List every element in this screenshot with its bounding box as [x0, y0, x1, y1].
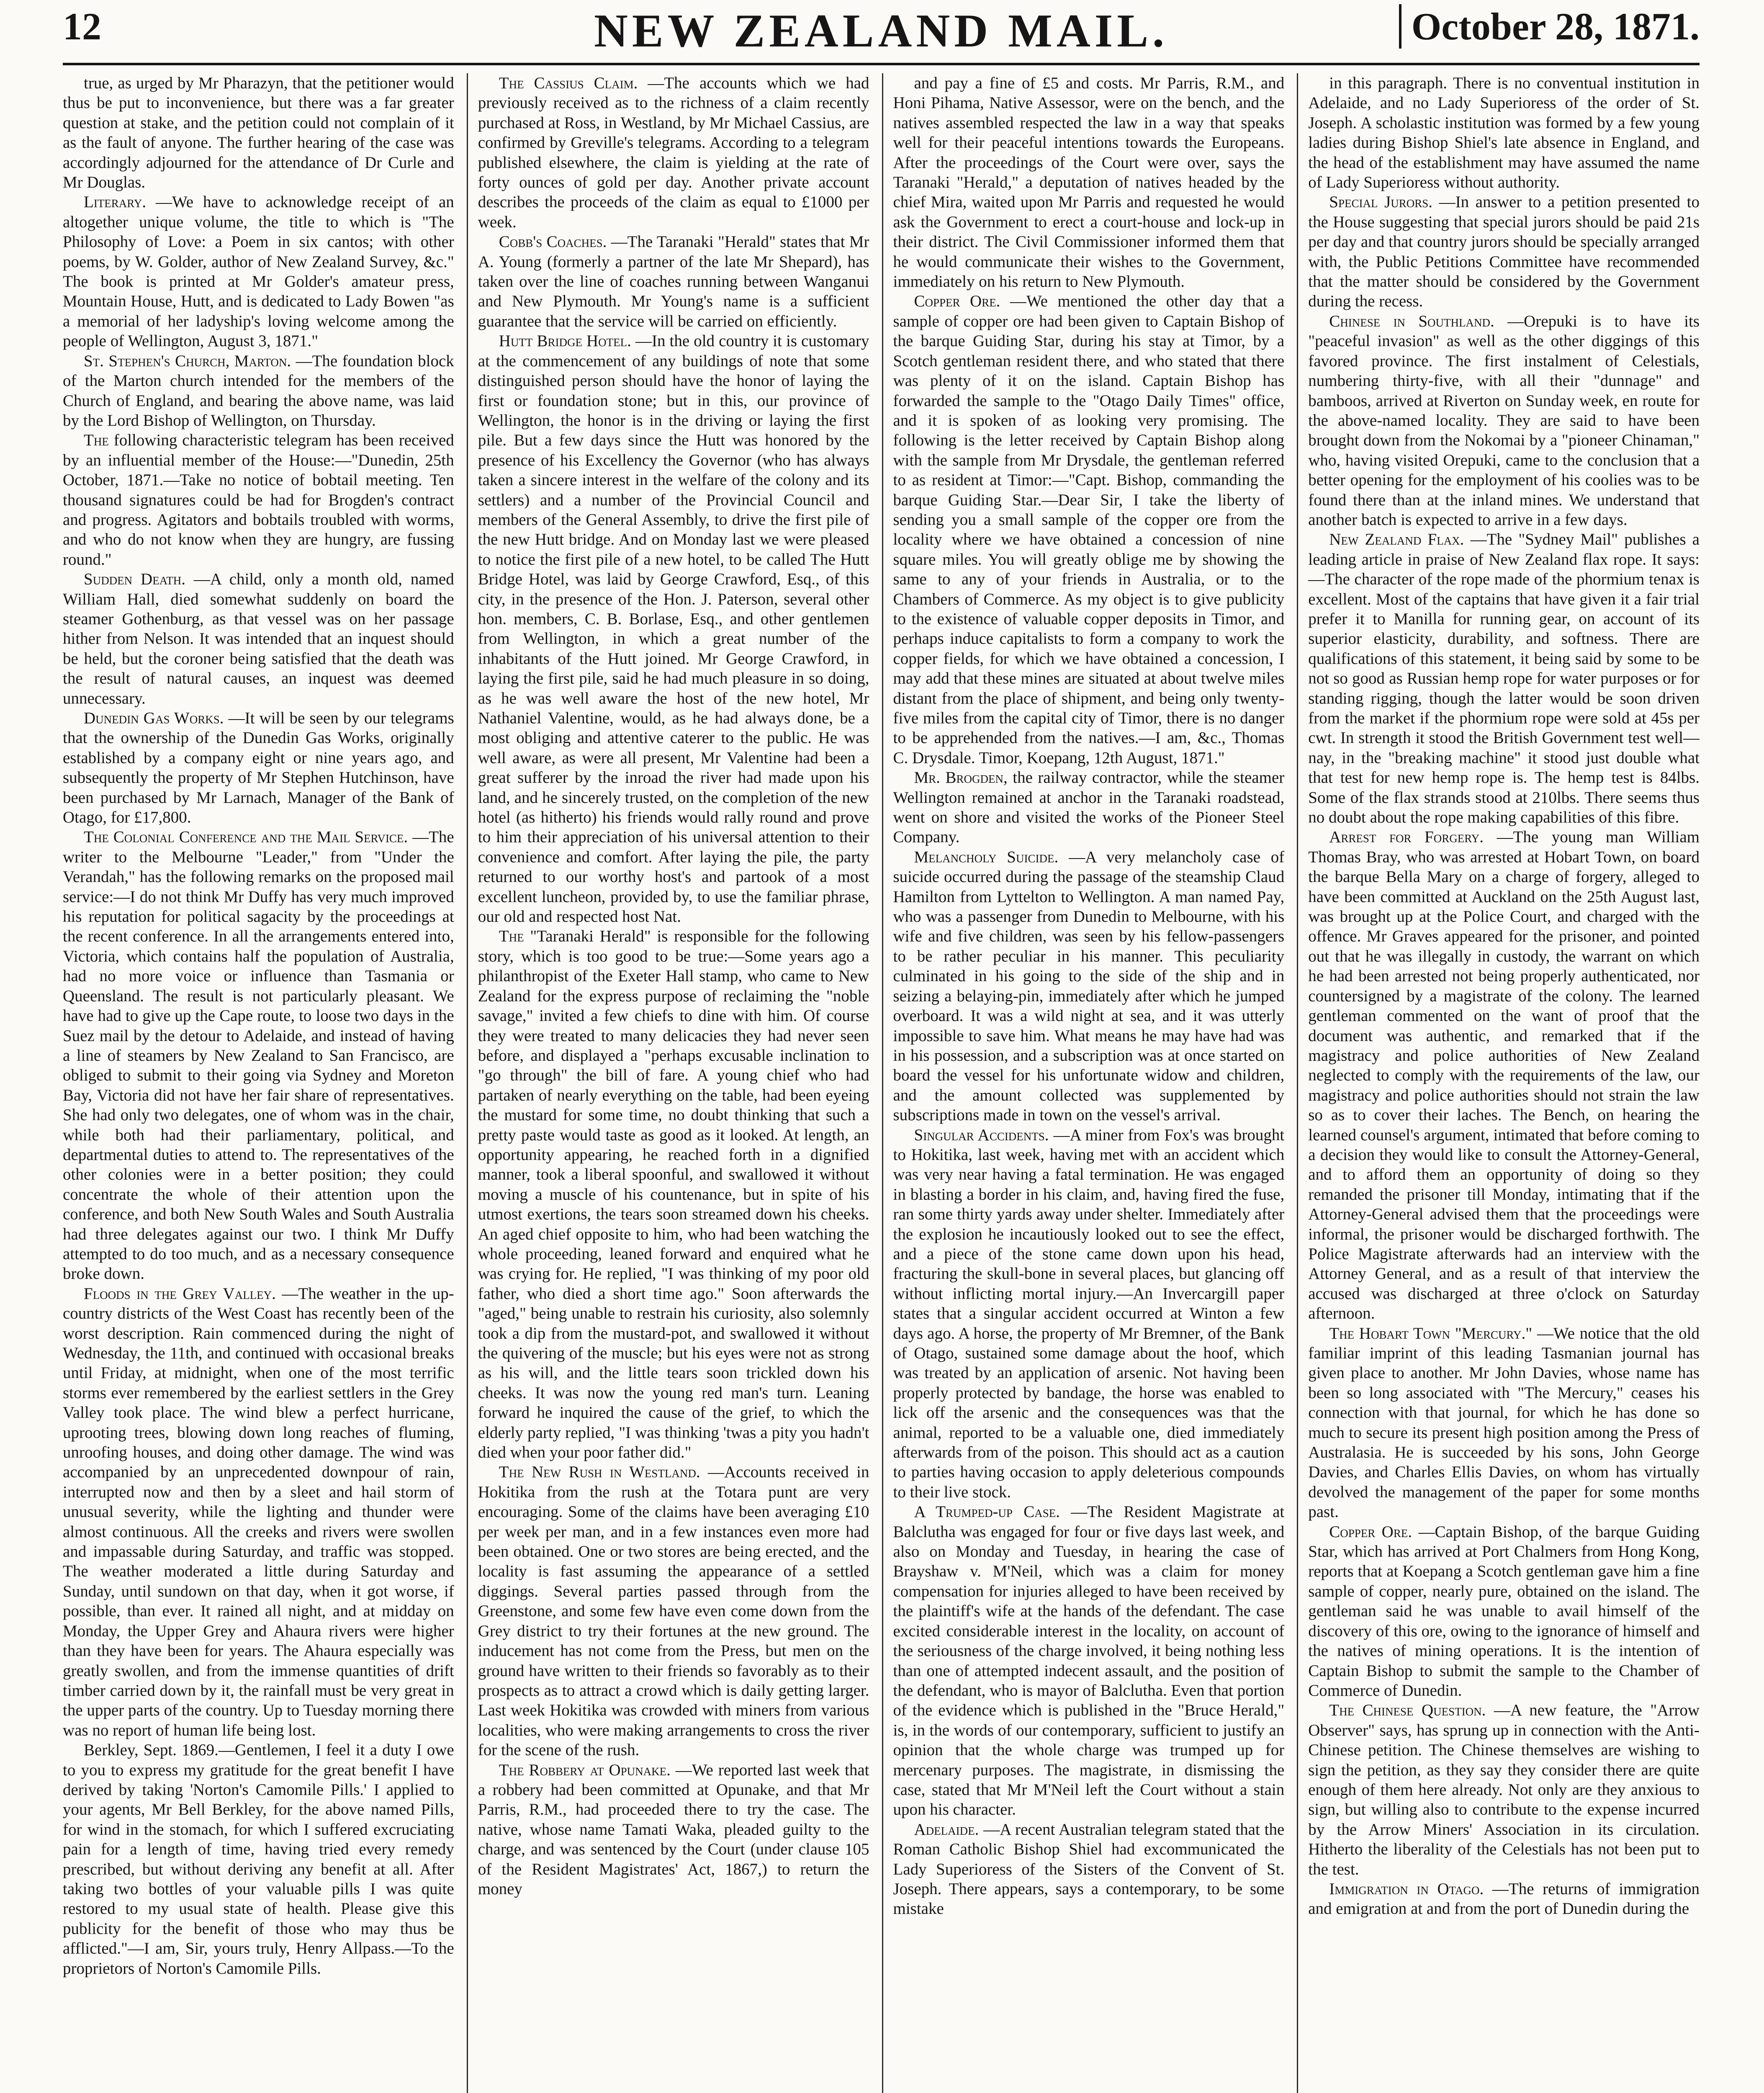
article-heading: Sudden Death.	[84, 570, 185, 589]
article-paragraph	[478, 331, 869, 926]
article-paragraph	[893, 768, 1285, 847]
article-text: —The Taranaki "Herald" states that Mr A. Young (formerly a partner of the late Mr Shepard), has taken over the line of coaches running between Wanganui and New Plymouth. Mr Young's name is a sufficient guarantee that the service will be carried on efficiently.	[478, 233, 869, 330]
article-text: true, as urged by Mr Pharazyn, that the petitioner would thus be put to inconvenience, but there was a far greater question at stake, and the petition could not complain of it as the fault of anyone. The further hearing of the case was accordingly adjourned for the attendance of Dr Curle and Mr Douglas.	[63, 74, 454, 192]
column-1	[63, 73, 454, 2093]
article-heading: The Hobart Town "Mercury."	[1329, 1324, 1533, 1342]
article-paragraph	[63, 1740, 454, 1978]
article-paragraph	[893, 1820, 1285, 1919]
article-heading: The	[84, 431, 109, 450]
article-text: the railway contractor, while the steamer Wellington remained at anchor in the Taranaki roadstead, went on shore and visited the works of the Pioneer Steel Company.	[893, 769, 1285, 846]
article-text: —The weather in the up-country districts of the West Coast has recently been of the worst description. Rain commenced during the night of Wednesday, the 11th, and continued with occasional breaks until Friday, at midnight, when one of the most terrific storms ever remembered by the earliest settlers in the Grey Valley took place. The wind blew a perfect hurricane, uprooting trees, blowing down long reaches of fluming, unroofing houses, and doing other damage. The wind was accompanied by an unprecedented downpour of rain, interrupted now and then by a sleet and hail storm of unusual severity, while the lighting and thunder were almost continuous. All the creeks and rivers were swollen and impassable during Saturday, and traffic was stopped. The weather moderated a little during Saturday and Sunday, until sundown on that day, when it got worse, if possible, than ever. It rained all night, and at midday on Monday, the Upper Grey and Ahaura rivers were higher than they have been for years. The Ahaura especially was greatly swollen, and from the immense quantities of drift timber carried down by it, the rainfall must be very great in the upper parts of the country. Up to Tuesday morning there was no report of human life being lost.	[63, 1284, 454, 1739]
article-paragraph	[1308, 1879, 1700, 1919]
article-paragraph	[1308, 827, 1700, 1323]
article-heading: Singular Accidents.	[914, 1126, 1049, 1144]
article-heading: Mr. Brogden,	[914, 769, 1008, 787]
article-heading: St. Stephen's Church, Marton.	[84, 352, 291, 370]
article-text: —A miner from Fox's was brought to Hokitika, last week, having met with an accident which was very near having a fatal termination. He was engaged in blasting a border in his claim, and, having fired the fuse, ran some thirty yards away under shelter. Immediately after the explosion he incautiously looked out to see the effect, and a piece of the stone came down upon his head, fracturing the skull-bone in several places, but glancing off without inflicting mortal injury.—An Invercargill paper states that a singular accident occurred at Winton a few days ago. A horse, the property of Mr Bremner, of the Bank of Otago, sustained some damage about the hoof, which was treated by an application of arsenic. Not having been properly protected by bandage, the horse was enabled to lick off the arsenic and the consequences was that the animal, reported to be a valuable one, died immediately afterwards from of the poison. This should act as a caution to parties having occasion to apply deleterious compounds to their live stock.	[893, 1126, 1285, 1501]
article-paragraph	[478, 1760, 869, 1899]
article-text: and pay a fine of £5 and costs. Mr Parris, R.M., and Honi Pihama, Native Assessor, were on the bench, and the natives assembled respected the law in a way that speaks well for their peaceful intentions towards the Europeans. After the proceedings of the Court were over, says the Taranaki "Herald," a deputation of natives headed by the chief Mira, waited upon Mr Parris and requested he would ask the Government to erect a court-house and lock-up in their district. The Civil Commissioner informed them that he would communicate their wishes to the Government, immediately on his return to New Plymouth.	[893, 74, 1285, 291]
article-text: following characteristic telegram has been received by an influential member of the House:—"Dunedin, 25th October, 1871.—Take no notice of bobtail meeting. Ten thousand signatures could be had for Brogden's contract and progress. Agitators and bobtails troubled with worms, and who do not know when they are hungry, are fussing round."	[63, 431, 454, 568]
article-heading: Floods in the Grey Valley.	[84, 1284, 276, 1303]
article-text: —In the old country it is customary at the commencement of any buildings of note that some distinguished person should have the honor of laying the first or foundation stone; but in this, our province of Wellington, the honor is in the driving or laying the first pile. But a few days since the Hutt was honored by the presence of his Excellency the Governor (who has always taken a sincere interest in the welfare of the colony and its settlers) and a number of the Provincial Council and members of the General Assembly, to drive the first pile of the new Hutt bridge. And on Monday last we were pleased to notice the first pile of a new hotel, to be called The Hutt Bridge Hotel, was laid by George Crawford, Esq., of this city, in the presence of the Hon. J. Paterson, several other hon. members, C. B. Borlase, Esq., and other gentlemen from Wellington, in which a great number of the inhabitants of the Hutt joined. Mr George Crawford, in laying the first pile, said he had much pleasure in so doing, as he was well aware the host of the new hotel, Mr Nathaniel Valentine, would, as he had always done, be a most obliging and attentive caterer to the public. He was well aware, as were all present, Mr Valentine had been a great sufferer by the inroad the river had made upon his land, and he sincerely trusted, on the completion of the new hotel (as hitherto) his friends would rally round and prove to him their appreciation of his universal attention to their convenience and comfort. After laying the pile, the party returned to our worthy host's and partook of a most excellent luncheon, provided by, to use the familiar phrase, our old and respected host Nat.	[478, 332, 869, 926]
article-text: —A very melancholy case of suicide occurred during the passage of the steamship Claud Hamilton from Lyttelton to Wellington. A man named Pay, who was a passenger from Dunedin to Melbourne, with his wife and five children, was seen by his fellow-passengers to be rather peculiar in his manner. This peculiarity culminated in his going to the side of the ship and in seizing a belaying-pin, immediately after which he jumped overboard. It was a wild night at sea, and it was utterly impossible to save him. What means he may have had was in his possession, and a subscription was at once started on board the vessel for his unfortunate widow and children, and the amount collected was supplemented by subscriptions made in town on the vessel's arrival.	[893, 848, 1285, 1124]
article-paragraph	[63, 708, 454, 827]
article-paragraph	[1308, 73, 1700, 192]
column-2	[467, 73, 869, 2093]
article-paragraph	[478, 1462, 869, 1760]
page-number: 12	[63, 5, 101, 48]
article-text: —The Resident Magistrate at Balclutha was engaged for four or five days last week, and also on Monday and Tuesday, in hearing the case of Brayshaw v. M'Neil, which was a claim for money compensation for injuries alleged to have been received by the plaintiff's wife at the hands of the defendant. The case excited considerable interest in the locality, on account of the seriousness of the charge involved, it being nothing less than one of attempted indecent assault, and the position of the defendant, who is mayor of Balclutha. Even that portion of the evidence which is published in the "Bruce Herald," is, in the words of our contemporary, sufficient to justify an opinion that the whole charge was trumped up for mercenary purposes. The magistrate, in dismissing the case, stated that Mr M'Neil left the Court without a stain upon his character.	[893, 1503, 1285, 1819]
article-text: —The writer to the Melbourne "Leader," from "Under the Verandah," has the following remarks on the proposed mail service:—I do not think Mr Duffy has very much improved his reputation for political sagacity by the proceedings at the recent conference. In all the arrangements entered into, Victoria, which contains half the population of Australia, had no more voice or influence than Tasmania or Queensland. The result is not particularly pleasant. We have had to give up the Cape route, to loose two days in the Suez mail by the detour to Adelaide, and instead of having a line of steamers by New Zealand to San Francisco, are obliged to submit to their going via Sydney and Moreton Bay, Victoria did not have her fair share of representatives. She had only two delegates, one of whom was in the chair, while both had their parliamentary, political, and departmental duties to attend to. The representatives of the other colonies were in a better position; they could concentrate the whole of their attention upon the conference, and both New South Wales and South Australia had three delegates against our two. I think Mr Duffy attempted to do too much, and as a necessary consequence broke down.	[63, 828, 454, 1283]
article-paragraph	[63, 430, 454, 569]
article-heading: Hutt Bridge Hotel.	[499, 332, 631, 350]
column-4	[1297, 73, 1700, 2093]
article-text: Berkley, Sept. 1869.—Gentlemen, I feel it a duty I owe to you to express my gratitude for the great benefit I have derived by taking 'Norton's Camomile Pills.' I applied to your agents, Mr Bell Berkley, for the above named Pills, for wind in the stomach, for which I suffered excruciating pain for a length of time, having tried every remedy prescribed, but without deriving any benefit at all. After taking two bottles of your valuable pills I was quite restored to my usual state of health. Please give this publicity for the benefit of those who may thus be afflicted."—I am, Sir, yours truly, Henry Allpass.—To the proprietors of Norton's Camomile Pills.	[63, 1741, 454, 1977]
article-text: —The accounts which we had previously received as to the richness of a claim recently purchased at Ross, in Westland, by Mr Michael Cassius, are confirmed by Greville's telegrams. According to a telegram published elsewhere, the claim is yielding at the rate of forty ounces of gold per day. Another private account describes the proceeds of the claim as equal to £1000 per week.	[478, 74, 869, 231]
article-text: —A new feature, the "Arrow Observer" says, has sprung up in connection with the Anti-Chinese petition. The Chinese themselves are wishing to sign the petition, as they say they consider there are quite enough of them here already. Not only are they anxious to sign, but willing also to contribute to the expense incurred by the Arrow Miners' Association in its circulation. Hitherto the liberality of the Celestials has not been put to the test.	[1308, 1701, 1700, 1878]
article-heading: Melancholy Suicide.	[914, 848, 1059, 866]
article-text: —It will be seen by our telegrams that the ownership of the Dunedin Gas Works, originally established by a company eight or nine years ago, and subsequently the property of Mr Stephen Hutchinson, have been purchased by Mr Larnach, Manager of the Bank of Otago, for £17,800.	[63, 709, 454, 827]
article-paragraph	[63, 351, 454, 431]
article-paragraph	[1308, 1522, 1700, 1701]
article-paragraph	[893, 1125, 1285, 1502]
article-heading: Arrest for Forgery.	[1329, 828, 1484, 846]
article-heading: Chinese in Southland.	[1329, 312, 1494, 330]
article-paragraph	[63, 192, 454, 351]
article-text: —We notice that the old familiar imprint of this leading Tasmanian journal has given place to another. Mr John Davies, whose name has been so long associated with "The Mercury," ceases his connection with that journal, for which he has done so much to secure its present high position among the Press of Australasia. He is succeeded by his sons, John George Davies, and Charles Ellis Davies, on whom has virtually devolved the management of the paper for some months past.	[1308, 1324, 1700, 1521]
article-text: —A child, only a month old, named William Hall, died somewhat suddenly on board the steamer Gothenburg, as that vessel was on her passage hither from Nelson. It was intended that an inquest should be held, but the coroner being satisfied that the death was the result of natural causes, an inquest was deemed unnecessary.	[63, 570, 454, 707]
column-3	[882, 73, 1285, 2093]
article-heading: A Trumped-up Case.	[914, 1503, 1060, 1521]
article-heading: Adelaide.	[914, 1820, 979, 1838]
article-text: —We reported last week that a robbery had been committed at Opunake, and that Mr Parris, R.M., had proceeded there to try the case. The native, whose name Tamati Waka, pleaded guilty to the charge, and was sentenced by the Court (under clause 105 of the Resident Magistrates' Act, 1867,) to return the money	[478, 1761, 869, 1898]
article-columns	[63, 73, 1700, 2093]
article-paragraph	[893, 291, 1285, 768]
article-paragraph	[478, 73, 869, 232]
article-text: —Captain Bishop, of the barque Guiding Star, which has arrived at Port Chalmers from Hong Kong, reports that at Koepang a Scotch gentleman gave him a fine sample of copper, nearly pure, obtained on the island. The gentleman said he was unable to avail himself of the discovery of this ore, owing to the ignorance of himself and the natives of mining operations. It is the intention of Captain Bishop to submit the sample to the Chamber of Commerce of Dunedin.	[1308, 1522, 1700, 1700]
article-heading: Dunedin Gas Works.	[84, 709, 224, 727]
article-paragraph	[1308, 530, 1700, 827]
article-heading: New Zealand Flax.	[1329, 530, 1464, 549]
article-heading: Special Jurors.	[1329, 193, 1433, 211]
header-rule	[63, 63, 1700, 65]
article-text: —The foundation block of the Marton church intended for the members of the Church of England, and bearing the above name, was laid by the Lord Bishop of Wellington, on Thursday.	[63, 352, 454, 429]
article-text: —Orepuki is to have its "peaceful invasion" as well as the other diggings of this favored province. The first instalment of Celestials, numbering thirty-five, with all their "dunnage" and bamboos, arrived at Riverton on Sunday week, en route for the above-named locality. They are said to have been brought down from the Nokomai by a "pioneer Chinaman," who, having visited Orepuki, came to the conclusion that a better opening for the employment of his coolies was to be found there than at the inland mines. We understand that another batch is expected to arrive in a few days.	[1308, 312, 1700, 529]
article-paragraph	[63, 73, 454, 192]
article-text: —In answer to a petition presented to the House suggesting that special jurors should be paid 21s per day and that country jurors should be specially arranged with, the Public Petitions Committee have recommended that the matter should be considered by the Government during the recess.	[1308, 193, 1700, 311]
article-heading: Copper Ore.	[1329, 1522, 1412, 1541]
article-text: —We have to acknowledge receipt of an altogether unique volume, the title to which is "The Philosophy of Love: a Poem in six cantos; with other poems, by W. Golder, author of New Zealand Survey, &c." The book is printed at Mr Golder's amateur press, Mountain House, Hutt, and is dedicated to Lady Bowen "as a memorial of her ladyship's loving welcome among the people of Wellington, August 3, 1871."	[63, 193, 454, 350]
article-heading: The Cassius Claim.	[499, 74, 638, 92]
article-heading: Literary.	[84, 193, 147, 211]
article-paragraph	[1308, 311, 1700, 530]
article-text: —The young man William Thomas Bray, who was arrested at Hobart Town, on board the barque Bella Mary on a charge of forgery, alleged to have been committed at Auckland on the 25th August last, was brought up at the Police Court, and charged with the offence. Mr Graves appeared for the prisoner, and pointed out that he was illegally in custody, the warrant on which he had been arrested not being properly authenticated, nor countersigned by a magistrate of the colony. The learned gentleman commented on the want of proof that the document was authentic, and remarked that if the magistracy and police authorities of New Zealand neglected to comply with the requirements of the law, our magistracy and police authorities should not strain the law so as to cover their laches. The Bench, on hearing the learned counsel's argument, intimated that before coming to a decision they would like to consult the Attorney-General, and to afford them an opportunity of doing so they remanded the prisoner till Monday, intimating that if the Attorney-General advised them that the proceedings were informal, the prisoner would be discharged forthwith. The Police Magistrate afterwards had an interview with the Attorney General, and as a result of that interview the accused was discharged at three o'clock on Saturday afternoon.	[1308, 828, 1700, 1323]
article-heading: The Colonial Conference and the Mail Service.	[84, 828, 408, 846]
article-heading: The New Rush in Westland.	[499, 1463, 700, 1481]
article-paragraph	[63, 1284, 454, 1740]
article-text: "Taranaki Herald" is responsible for the following story, which is too good to be true:—Some years ago a philanthropist of the Exeter Hall stamp, who came to New Zealand for the express purpose of reclaiming the "noble savage," invited a few chiefs to dine with him. Of course they were treated to many delicacies they had never seen before, and displayed a "perhaps excusable inclination to "go through" the bill of fare. A young chief who had partaken of nearly everything on the table, had been eyeing the mustard for some time, no doubt thinking that such a pretty paste would taste as good as it looked. At length, an opportunity appearing, he reached forth in a dignified manner, took a liberal spoonful, and swallowed it without moving a muscle of his countenance, but in spite of his utmost exertions, the tears soon streamed down his cheeks. An aged chief opposite to him, who had been watching the whole proceeding, leaned forward and enquired what he was crying for. He replied, "I was thinking of my poor old father, who died a short time ago." Soon afterwards the "aged," being unable to restrain his curiosity, also solemnly took a dip from the mustard-pot, and swallowed it without the quivering of the muscle; but his eyes were not as strong as his will, and the little tears soon trickled down his cheeks. It was now the young red man's turn. Leaning forward he inquired the cause of the grief, to which the elderly party replied, "I was thinking 'twas a pity you hadn't died when your poor father did."	[478, 927, 869, 1462]
newspaper-title: NEW ZEALAND MAIL.	[594, 5, 1169, 57]
article-text: —Accounts received in Hokitika from the rush at the Totara punt are very encouraging. Some of the claims have been averaging £10 per week per man, and in a few instances even more had been obtained. One or two stores are being erected, and the locality is fast assuming the appearance of a settled diggings. Several parties passed through from the Greenstone, and some few have even come down from the Grey district to try their fortunes at the new ground. The inducement has not come from the Press, but men on the ground have written to their friends so favorably as to their prospects as to attract a crowd which is daily getting larger. Last week Hokitika was crowded with miners from various localities, who were making arrangements to cross the river for the scene of the rush.	[478, 1463, 869, 1759]
article-heading: Cobb's Coaches.	[499, 233, 607, 251]
article-heading: Copper Ore.	[914, 292, 1000, 311]
issue-date: October 28, 1871.	[1399, 4, 1700, 49]
article-paragraph	[893, 73, 1285, 291]
article-paragraph	[1308, 192, 1700, 311]
article-heading: The	[499, 927, 524, 946]
article-heading: The Chinese Question.	[1329, 1701, 1486, 1720]
article-text: —The "Sydney Mail" publishes a leading article in praise of New Zealand flax rope. It says:—The character of the rope made of the phormium tenax is excellent. Most of the captains that have given it a fair trial prefer it to Manilla for running gear, on account of its superior elasticity, durability, and softness. There are qualifications of this statement, it being said by some to be not so good as Russian hemp rope for water purposes or for standing rigging, though the latter would be soon driven from the market if the phormium rope were sold at 45s per cwt. In strength it stood the British Government test well—nay, in the "breaking machine" it stood just double what that test for new hemp rope is. The hemp test is 84lbs. Some of the flax strands stood at 210lbs. There seems thus no doubt about the rope making capabilities of this fibre.	[1308, 530, 1700, 827]
article-heading: The Robbery at Opunake.	[499, 1761, 671, 1779]
article-paragraph	[478, 926, 869, 1462]
article-paragraph	[1308, 1700, 1700, 1879]
article-paragraph	[63, 827, 454, 1283]
article-paragraph	[1308, 1324, 1700, 1522]
article-paragraph	[893, 847, 1285, 1125]
article-text: —The returns of immigration and emigration at and from the port of Dunedin during the	[1308, 1880, 1700, 1918]
article-heading: Immigration in Otago.	[1329, 1880, 1484, 1898]
article-paragraph	[893, 1502, 1285, 1820]
article-paragraph	[478, 232, 869, 331]
article-text: —We mentioned the other day that a sample of copper ore had been given to Captain Bishop of the barque Guiding Star, during his stay at Timor, by a Scotch gentleman resident there, and who stated that there was plenty of it on the island. Captain Bishop has forwarded the sample to the "Otago Daily Times" office, and it is spoken of as looking very promising. The following is the letter received by Captain Bishop along with the sample from Mr Drysdale, the gentleman referred to as resident at Timor:—"Capt. Bishop, commanding the barque Guiding Star.—Dear Sir, I take the liberty of sending you a small sample of the copper ore from the locality where we have obtained a concession of nine square miles. You will greatly oblige me by showing the same to any of your friends in Australia, or to the Chambers of Commerce. As my object is to give publicity to the existence of valuable copper deposits in Timor, and perhaps induce capitalists to form a company to work the copper fields, for which we have obtained a concession, I may add that these mines are situated at about twelve miles distant from the place of shipment, and being only twenty-five miles from the capital city of Timor, there is no danger to be apprehended from the natives.—I am, &c., Thomas C. Drysdale. Timor, Koepang, 12th August, 1871."	[893, 292, 1285, 767]
article-text: —A recent Australian telegram stated that the Roman Catholic Bishop Shiel had excommunicated the Lady Superioress of the Sisters of the Convent of St. Joseph. There appears, says a contemporary, to be some mistake	[893, 1820, 1285, 1918]
article-paragraph	[63, 569, 454, 708]
article-text: in this paragraph. There is no conventual institution in Adelaide, and no Lady Superioress of the order of St. Joseph. A scholastic institution was formed by a few young ladies during Bishop Shiel's late absence in England, and the head of the establishment may have assumed the name of Lady Superioress without authority.	[1308, 74, 1700, 192]
masthead	[63, 4, 1700, 67]
